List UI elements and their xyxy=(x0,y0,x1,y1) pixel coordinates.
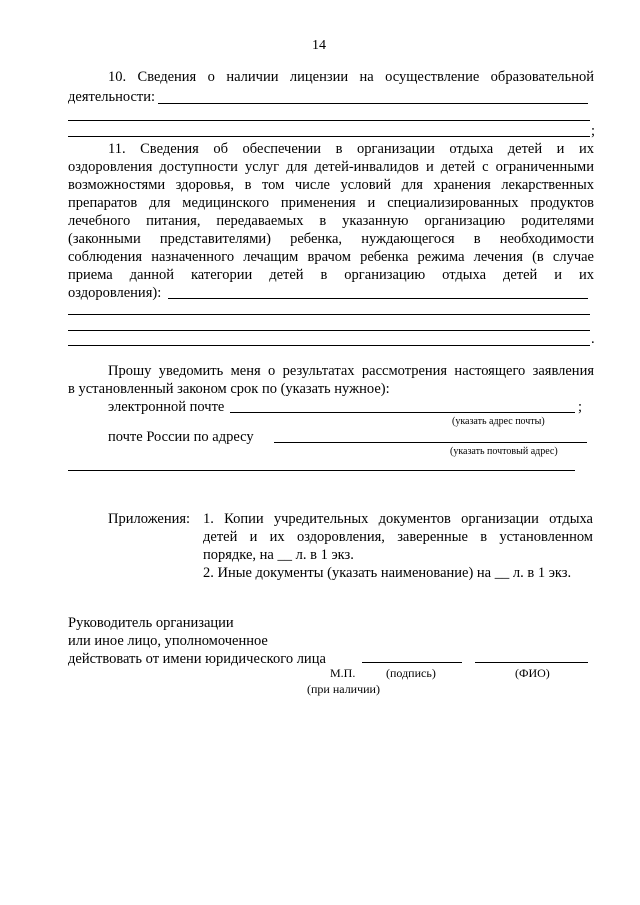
attachment-1-line2: детей и их оздоровления, заверенные в установленном xyxy=(203,529,593,545)
section11-end-mark: . xyxy=(591,331,595,347)
section10-end-mark: ; xyxy=(591,123,596,139)
fio-hint: (ФИО) xyxy=(515,666,550,680)
section10-line1: 10. Сведения о наличии лицензии на осуществление образовательной xyxy=(108,69,594,85)
page-number: 14 xyxy=(312,38,326,53)
section11-line4: препаратов для медицинского применения и специализированных продуктов xyxy=(68,195,594,211)
section11-fill-line-2[interactable] xyxy=(68,314,590,315)
signer-line3: действовать от имени юридического лица xyxy=(68,651,326,667)
section11-last-label: оздоровления): xyxy=(68,285,162,301)
attachments-label: Приложения: xyxy=(108,511,191,527)
post-hint: (указать почтовый адрес) xyxy=(450,446,558,457)
attachment-2: 2. Иные документы (указать наименование) на __ л. в 1 экз. xyxy=(203,565,572,581)
section10-fill-line-3[interactable] xyxy=(68,136,590,137)
signature-hint: (подпись) xyxy=(386,666,436,680)
signature-field[interactable] xyxy=(362,662,462,663)
post-label: почте России по адресу xyxy=(108,429,254,445)
email-end-mark: ; xyxy=(578,399,583,415)
section10-fill-line-2[interactable] xyxy=(68,120,590,121)
post-address-field-2[interactable] xyxy=(68,470,575,471)
attachment-1-line1: 1. Копии учредительных документов организации отдыха xyxy=(203,511,593,527)
attachment-1-line3: порядке, на __ л. в 1 экз. xyxy=(203,547,354,563)
email-hint: (указать адрес почты) xyxy=(452,416,545,427)
section11-fill-line-3[interactable] xyxy=(68,330,590,331)
notify-line2: в установленный законом срок по (указать нужное): xyxy=(68,381,390,397)
section11-line8: приема данной категории детей в организацию отдыха детей и их xyxy=(68,267,594,283)
signer-line2: или иное лицо, уполномоченное xyxy=(68,633,268,649)
fio-field[interactable] xyxy=(475,662,588,663)
section11-fill-line-4[interactable] xyxy=(68,345,590,346)
section11-line7: соблюдения назначенного лечащим врачом ребенка режима лечения (в случае xyxy=(68,249,594,265)
stamp-label: М.П. xyxy=(330,666,356,680)
section11-line6: (законными представителями) ребенка, нуждающегося в необходимости xyxy=(68,231,594,247)
notify-line1: Прошу уведомить меня о результатах рассмотрения настоящего заявления xyxy=(108,363,594,379)
post-address-field[interactable] xyxy=(274,442,587,443)
email-field[interactable] xyxy=(230,412,575,413)
email-label: электронной почте xyxy=(108,399,225,415)
section11-line5: лечебного питания, передаваемых в указанную организацию родителями xyxy=(68,213,594,229)
section11-fill-line-1[interactable] xyxy=(168,298,588,299)
stamp-note: (при наличии) xyxy=(307,682,380,696)
section10-label: деятельности: xyxy=(68,89,156,105)
section11-line3: возможностями здоровья, в том числе условий для хранения лекарственных xyxy=(68,177,594,193)
section10-fill-line-1[interactable] xyxy=(158,103,588,104)
section11-line1: 11. Сведения об обеспечении в организации отдыха детей и их xyxy=(108,141,594,157)
section11-line2: оздоровления доступности услуг для детей-инвалидов и детей с ограниченными xyxy=(68,159,594,175)
signer-line1: Руководитель организации xyxy=(68,615,234,631)
